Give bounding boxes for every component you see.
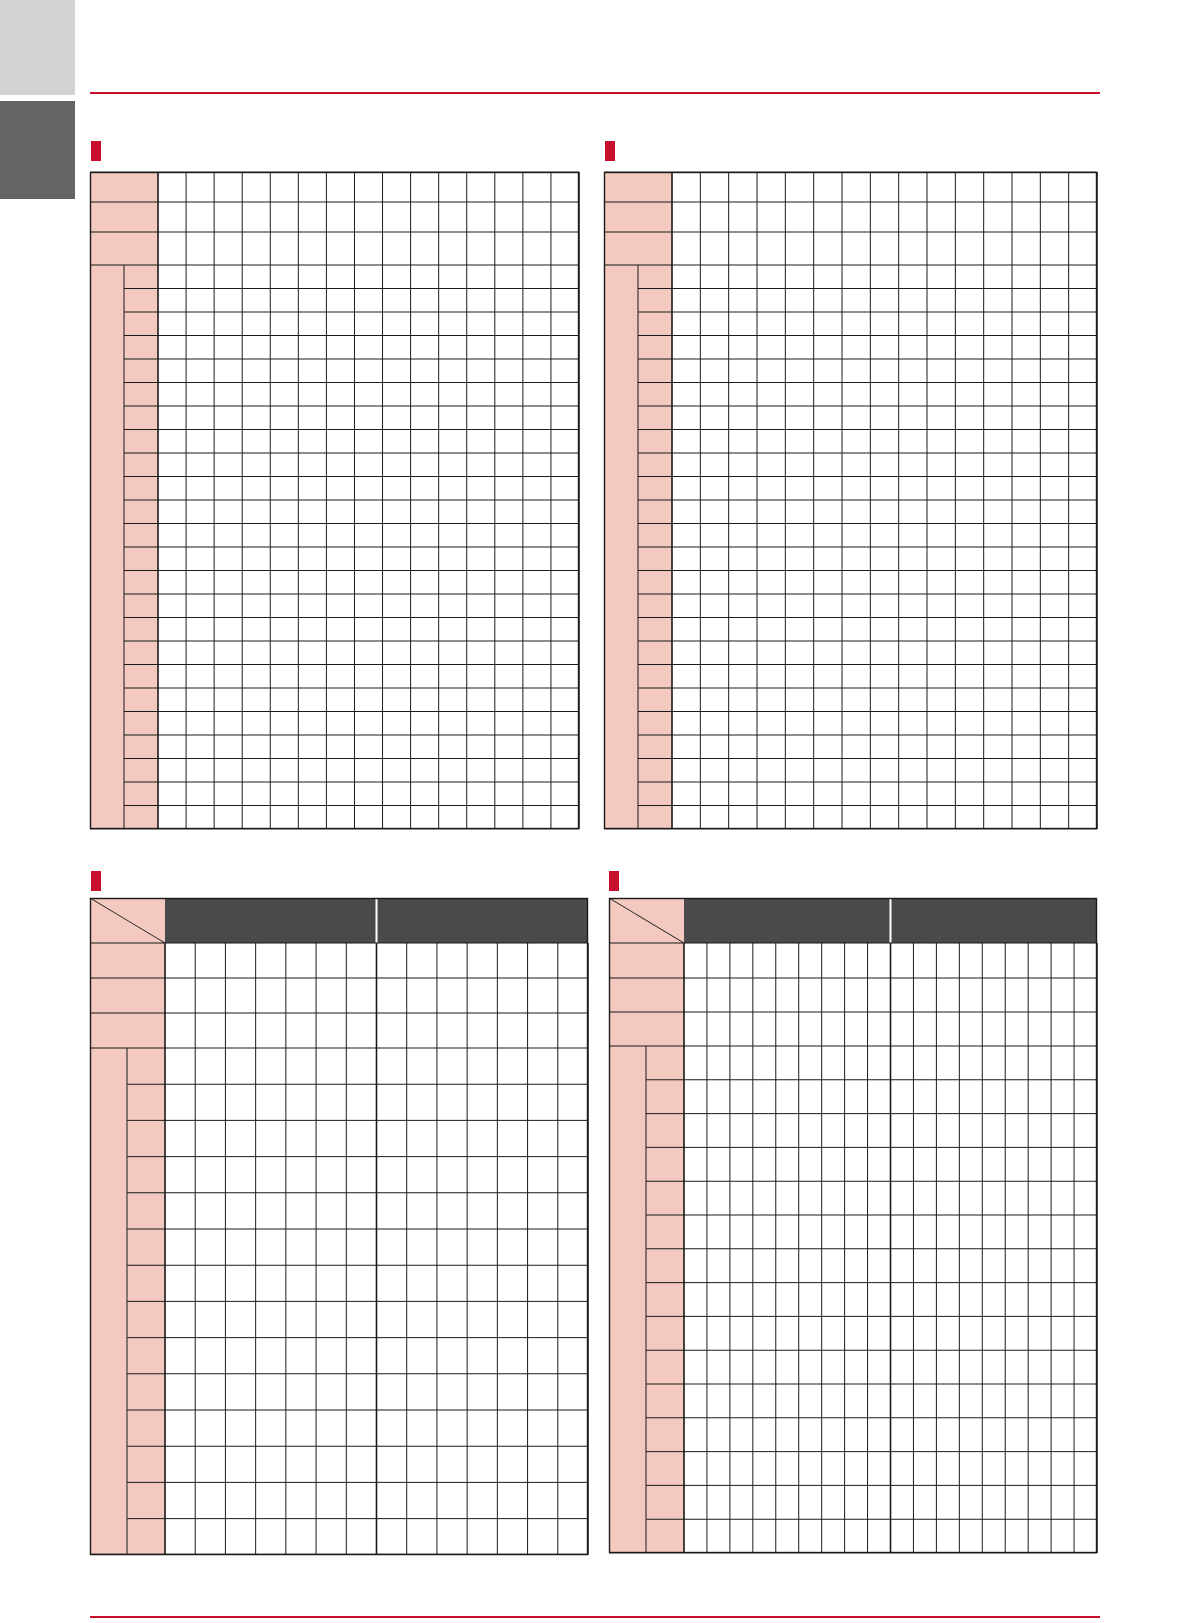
chapter-tab-dark xyxy=(0,101,75,199)
table-bottom-right xyxy=(609,898,1097,1553)
header-rule xyxy=(90,92,1100,94)
footer-rule xyxy=(90,1616,1100,1618)
section-marker-top-left xyxy=(91,141,101,161)
section-marker-top-right xyxy=(605,141,615,161)
table-top-left xyxy=(90,172,579,829)
table-bottom-left xyxy=(90,898,588,1555)
label-column-fill xyxy=(90,898,165,1555)
section-marker-bottom-left xyxy=(91,871,101,891)
table-top-right xyxy=(604,172,1097,829)
chapter-tab-light xyxy=(0,0,75,95)
section-marker-bottom-right xyxy=(609,871,619,891)
